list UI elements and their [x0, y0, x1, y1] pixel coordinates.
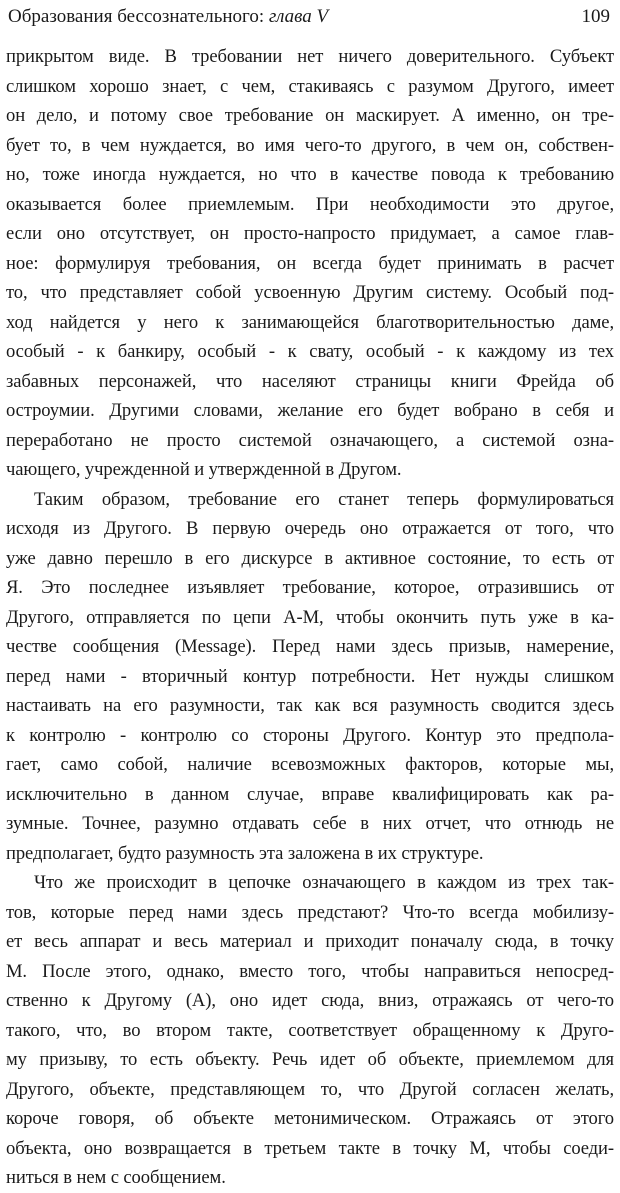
page-number: 109: [581, 6, 610, 27]
text-line: ниться в нем с сообщением.: [6, 1167, 226, 1188]
text-line: ход найдется у него к занимающейся благотворительностью даме,: [6, 311, 614, 333]
text-line: чающего, учрежденной и утвержденной в Другом.: [6, 459, 402, 480]
text-line: прикрытом виде. В требовании нет ничего доверительного. Субъект: [6, 46, 614, 67]
book-title: Образования бессознательного:: [8, 6, 265, 27]
text-line: тов, которые перед нами здесь предстают? Что-то всегда мобилизу-: [6, 901, 614, 923]
text-line: гает, само собой, наличие всевозможных факторов, которые мы,: [6, 754, 614, 775]
text-line: настаивать на его разумности, так как вся разумность сводится здесь: [6, 695, 614, 716]
running-head-title: [8, 2, 328, 32]
text-line: Что же происходит в цепочке означающего в каждом из трех так-: [34, 872, 614, 893]
text-line: Другого, объекте, представляющем то, что Другой согласен желать,: [6, 1078, 614, 1100]
text-line: слишком хорошо знает, с чем, стакиваясь с разумом Другого, имеет: [6, 75, 614, 97]
text-line: то, что представляет собой усвоенную Другим систему. Особый под-: [6, 282, 614, 303]
text-line: короче говоря, об объекте метонимическом. Отражаясь от этого: [6, 1108, 614, 1129]
text-line: ет весь аппарат и весь материал и приходит поначалу сюда, в точку: [6, 931, 614, 952]
text-line: особый - к банкиру, особый - к свату, особый - к каждому из тех: [6, 341, 614, 362]
paragraph: [6, 868, 614, 1193]
text-line: бует то, в чем нуждается, во имя чего-то другого, в чем он, собствен-: [6, 134, 614, 156]
text-line: уже давно перешло в его дискурсе в активное состояние, то есть от: [6, 547, 614, 569]
text-line: зумные. Точнее, разумно отдавать себе в них отчет, что отнюдь не: [6, 813, 614, 834]
text-line: му призыву, то есть объекту. Речь идет об объекте, приемлемом для: [6, 1049, 614, 1070]
chapter-label: глава V: [268, 6, 329, 27]
text-line: остроумии. Другими словами, желание его будет вобрано в себя и: [6, 400, 614, 421]
text-line: ное: формулируя требования, он всегда будет принимать в расчет: [6, 252, 614, 274]
text-line: ственно к Другому (А), оно идет сюда, вниз, отражаясь от чего-то: [6, 990, 614, 1011]
text-line: Я. Это последнее изъявляет требование, которое, отразившись от: [6, 577, 614, 598]
text-line: переработано не просто системой означающего, а системой озна-: [6, 429, 614, 451]
text-line: предполагает, будто разумность эта заложена в их структуре.: [6, 842, 484, 864]
text-line: если оно отсутствует, он просто-напросто придумает, а самое глав-: [6, 223, 614, 244]
text-line: Другого, отправляется по цепи А-М, чтобы окончить путь уже в ка-: [6, 606, 614, 628]
body-text: [6, 42, 614, 1193]
running-head: [8, 2, 610, 32]
text-line: к контролю - контролю со стороны Другого. Контур это предпола-: [6, 724, 614, 746]
text-line: но, тоже иногда нуждается, но что в качестве повода к требованию: [6, 164, 614, 185]
text-line: Таким образом, требование его станет теперь формулироваться: [34, 488, 614, 510]
paragraph: [6, 485, 614, 869]
text-line: такого, что, во втором такте, соответствует обращенному к Друго-: [6, 1019, 614, 1041]
text-line: объекта, оно возвращается в третьем такте в точку М, чтобы соеди-: [6, 1137, 614, 1159]
paragraph: [6, 42, 614, 485]
text-line: забавных персонажей, что населяют страницы книги Фрейда об: [6, 370, 614, 392]
text-line: исходя из Другого. В первую очередь оно отражается от того, что: [6, 518, 614, 539]
text-line: М. После этого, однако, вместо того, чтобы направиться непосред-: [6, 960, 614, 982]
text-line: он дело, и потому свое требование он маскирует. А именно, он тре-: [6, 105, 614, 126]
text-line: исключительно в данном случае, вправе квалифицировать как ра-: [6, 783, 614, 805]
text-line: честве сообщения (Message). Перед нами здесь призыв, намерение,: [6, 636, 614, 657]
text-line: оказывается более приемлемым. При необходимости это другое,: [6, 193, 614, 215]
text-line: перед нами - вторичный контур потребности. Нет нужды слишком: [6, 665, 614, 687]
